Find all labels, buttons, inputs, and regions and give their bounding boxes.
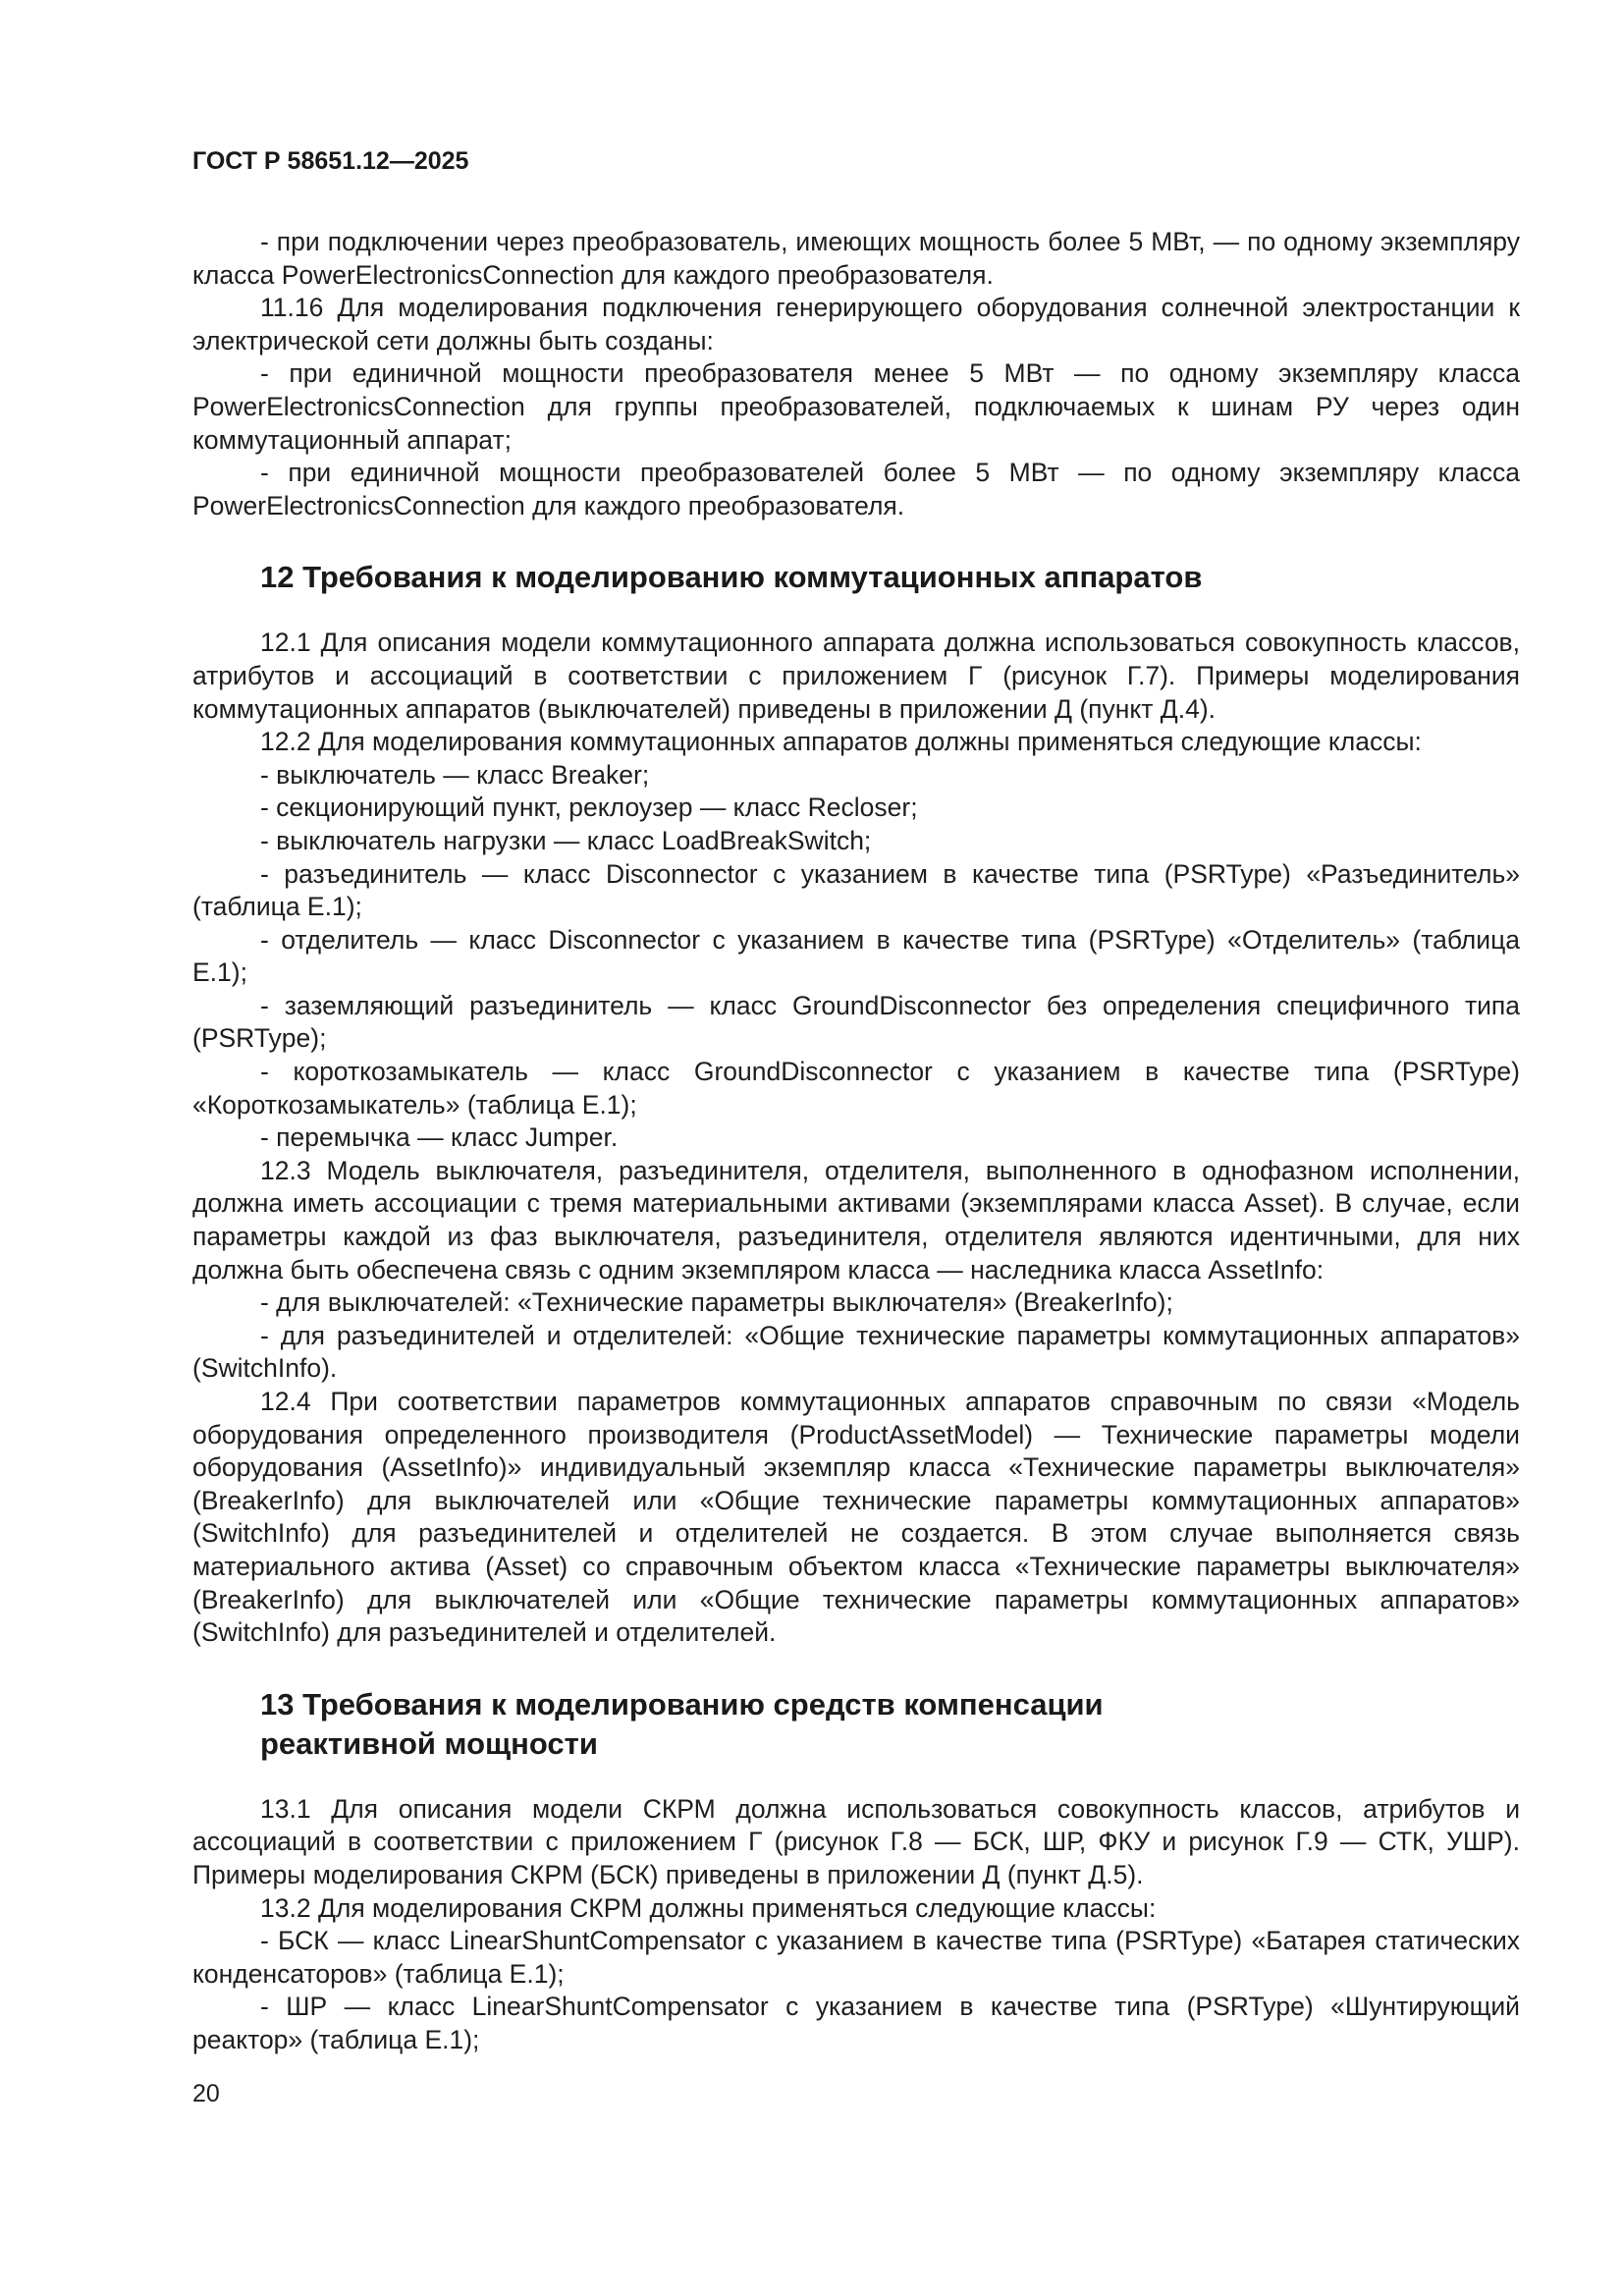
paragraph: 11.16 Для моделирования подключения генерирующего оборудования солнечной электростанции к электрической сети должны быть созданы:: [192, 293, 1520, 355]
list-item: - перемычка — класс Jumper.: [260, 1122, 619, 1153]
paragraph: 12.4 При соответствии параметров коммутационных аппаратов справочным по связи «Модель оборудования определенного производителя (ProductAssetModel) — Технические параметры модели оборудования (AssetInfo)» индивидуальный экземпляр класса «Технические параметры выключателя» (BreakerInfo) для выключателей или «Общие технические параметры коммутационных аппаратов» (SwitchInfo) для разъединителей и отделителей не создается. В этом случае выполняется связь материального актива (Asset) со справочным объектом класса «Технические параметры выключателя» (BreakerInfo) для выключателей или «Общие технические параметры коммутационных аппаратов» (SwitchInfo) для разъединителей и отделителей.: [192, 1387, 1520, 1648]
list-item: - короткозамыкатель — класс GroundDisconnector с указанием в качестве типа (PSRType) «Короткозамыкатель» (таблица Е.1);: [192, 1057, 1520, 1120]
document-header: ГОСТ Р 58651.12—2025: [192, 147, 469, 175]
list-item: - ШР — класс LinearShuntCompensator с указанием в качестве типа (PSRType) «Шунтирующий реактор» (таблица Е.1);: [192, 1992, 1520, 2054]
list-item: - отделитель — класс Disconnector с указанием в качестве типа (PSRType) «Отделитель» (таблица Е.1);: [192, 924, 1520, 988]
list-item: - секционирующий пункт, реклоузер — класс Recloser;: [260, 793, 918, 823]
paragraph: 12.3 Модель выключателя, разъединителя, отделителя, выполненного в однофазном исполнении, должна иметь ассоциации с тремя материальными активами (экземплярами класса Asset). В случае, если параметры каждой из фаз выключателя, разъединителя, отделителя являются идентичными, для них должна быть обеспечена связь с одним экземпляром класса — наследника класса AssetInfo:: [192, 1155, 1520, 1285]
list-item: - заземляющий разъединитель — класс GroundDisconnector без определения специфичного типа (PSRType);: [192, 990, 1520, 1054]
section-heading-12: [260, 558, 1242, 597]
paragraph: - при единичной мощности преобразователей более 5 МВт — по одному экземпляру класса PowerElectronicsConnection для каждого преобразователя.: [192, 458, 1520, 520]
list-item: - для выключателей: «Технические параметры выключателя» (BreakerInfo);: [260, 1287, 1173, 1318]
paragraph: 13.2 Для моделирования СКРМ должны применяться следующие классы:: [260, 1892, 1157, 1923]
section-heading-text: 12 Требования к моделированию коммутационных аппаратов: [260, 560, 1203, 595]
section-heading-text-line2: реактивной мощности: [260, 1725, 598, 1761]
paragraph: 12.1 Для описания модели коммутационного аппарата должна использоваться совокупность классов, атрибутов и ассоциаций в соответствии с приложением Г (рисунок Г.7). Примеры моделирования коммутационных аппаратов (выключателей) приведены в приложении Д (пункт Д.4).: [192, 628, 1520, 724]
list-item: - для разъединителей и отделителей: «Общие технические параметры коммутационных аппаратов» (SwitchInfo).: [192, 1320, 1520, 1384]
list-item: - выключатель — класс Breaker;: [260, 759, 650, 790]
paragraph: 12.2 Для моделирования коммутационных аппаратов должны применяться следующие классы:: [260, 727, 1422, 757]
list-item: - БСК — класс LinearShuntCompensator с указанием в качестве типа (PSRType) «Батарея статических конденсаторов» (таблица Е.1);: [192, 1926, 1520, 1989]
section-heading-13: [260, 1685, 1242, 1764]
paragraph: 13.1 Для описания модели СКРМ должна использоваться совокупность классов, атрибутов и ассоциаций в соответствии с приложением Г (рисунок Г.8 — БСК, ШР, ФКУ и рисунок Г.9 — СТК, УШР). Примеры моделирования СКРМ (БСК) приведены в приложении Д (пункт Д.5).: [192, 1793, 1520, 1889]
list-item: - выключатель нагрузки — класс LoadBreakSwitch;: [260, 825, 872, 855]
paragraph: - при подключении через преобразователь, имеющих мощность более 5 МВт, — по одному экземпляру класса PowerElectronicsConnection для каждого преобразователя.: [192, 227, 1520, 290]
document-body: [192, 226, 1520, 2057]
section-heading-text-line1: 13 Требования к моделированию средств компенсации: [260, 1686, 1104, 1722]
page-number: 20: [192, 2080, 220, 2107]
list-item: - разъединитель — класс Disconnector с указанием в качестве типа (PSRType) «Разъединитель» (таблица Е.1);: [192, 858, 1520, 922]
paragraph: - при единичной мощности преобразователя менее 5 МВт — по одному экземпляру класса PowerElectronicsConnection для группы преобразователей, подключаемых к шинам РУ через один коммутационный аппарат;: [192, 358, 1520, 455]
